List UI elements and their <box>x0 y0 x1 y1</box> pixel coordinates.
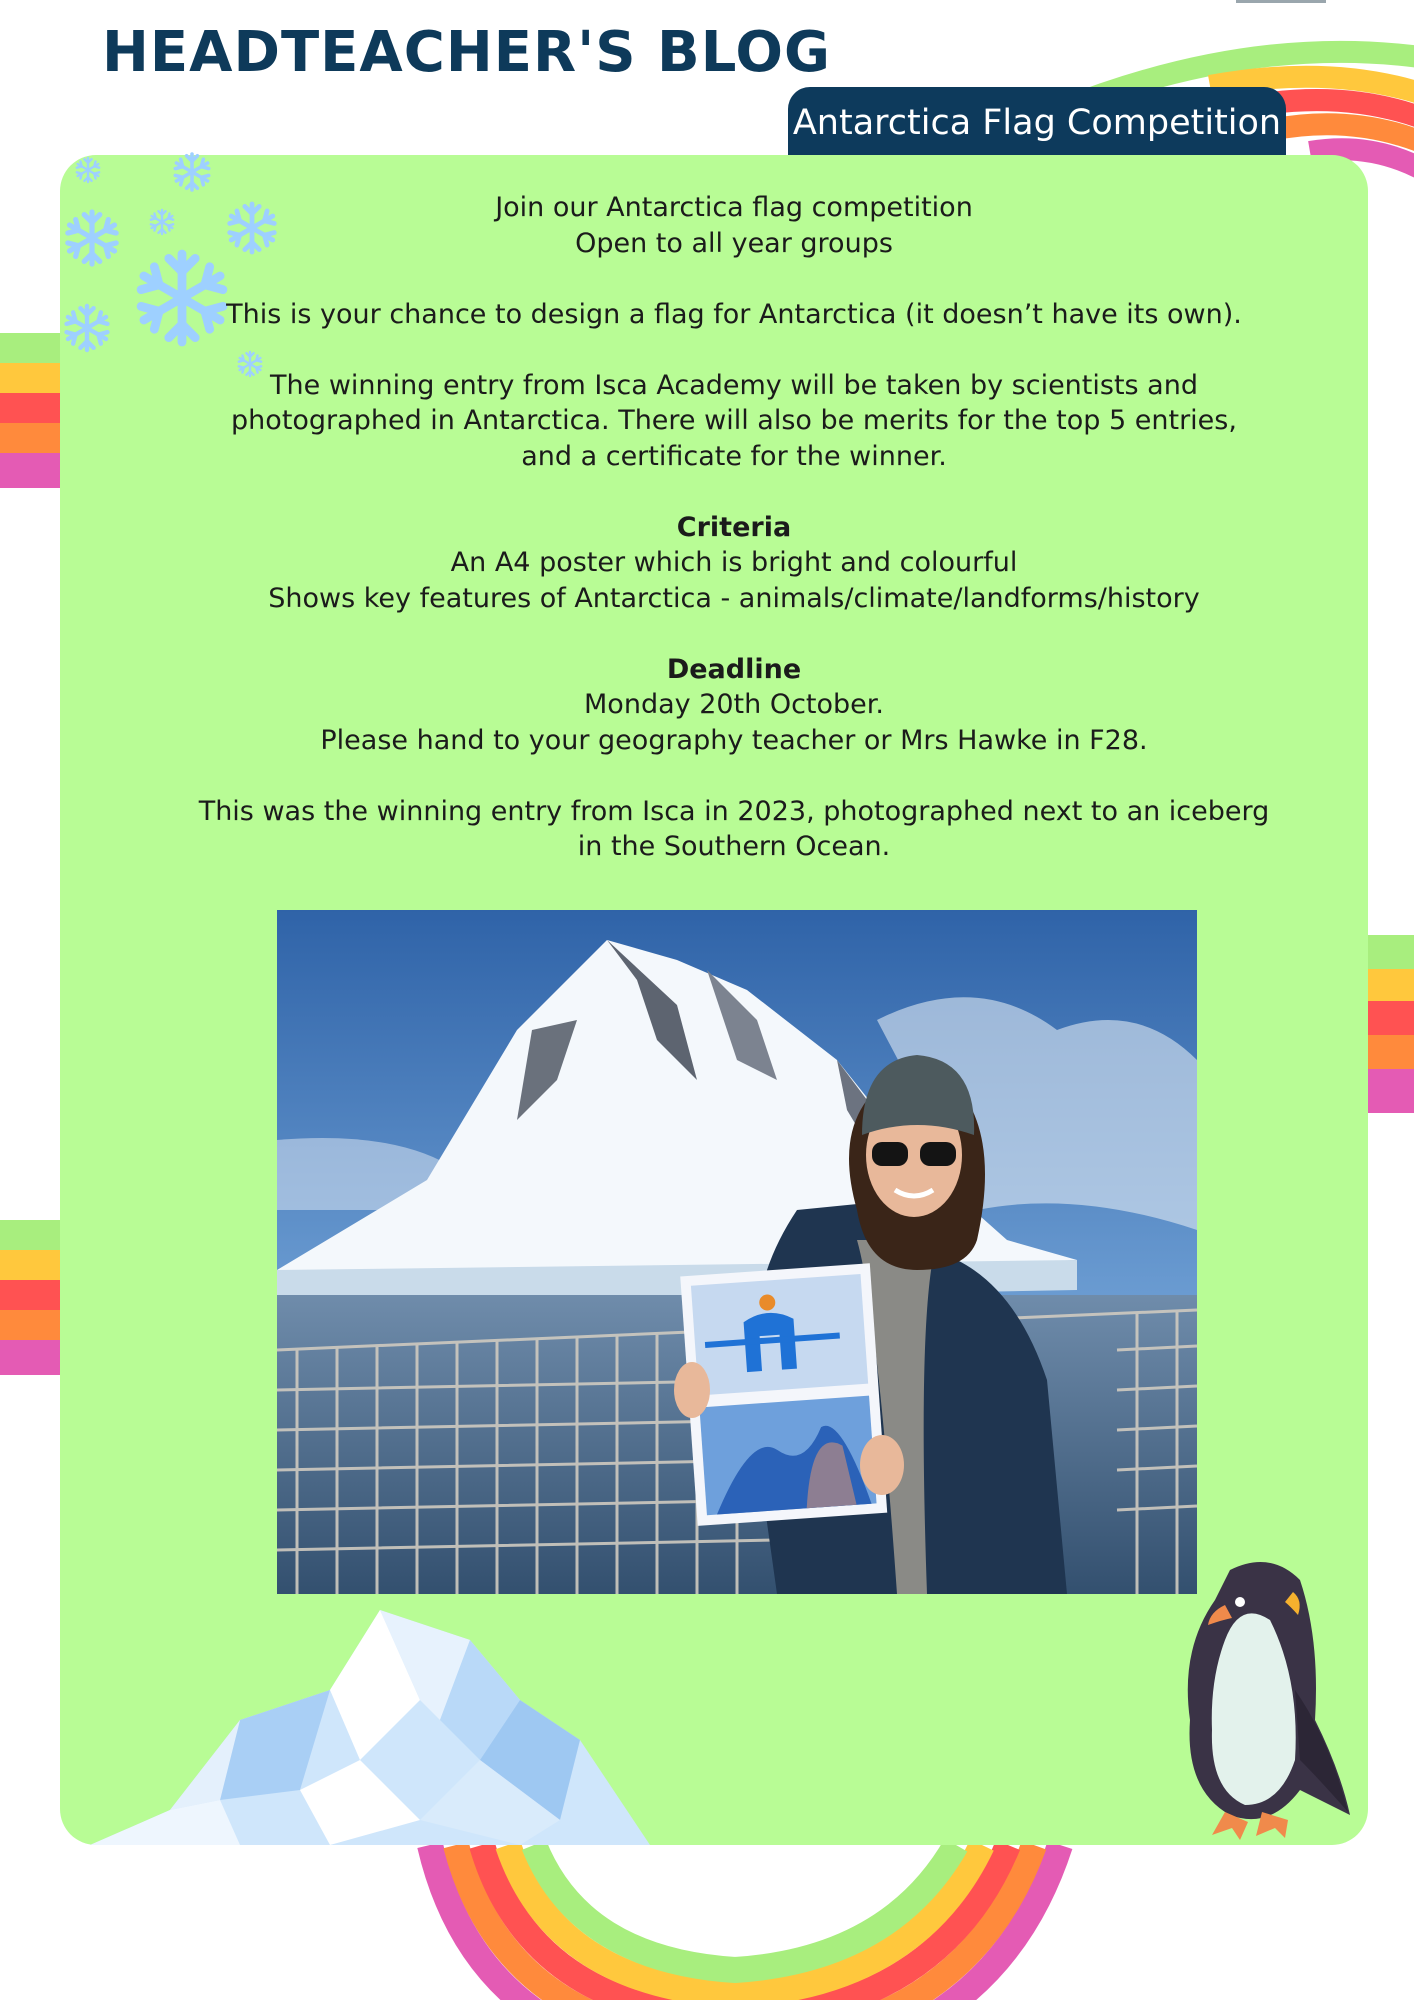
criteria-heading: Criteria <box>676 511 792 543</box>
page-title: HEADTEACHER'S BLOG <box>102 20 831 85</box>
chance-paragraph: This is your chance to design a flag for Antarctica (it doesn’t have its own). <box>226 298 1242 330</box>
prize-line: and a certificate for the winner. <box>521 440 947 472</box>
deadline-date: Monday 20th October. <box>584 689 884 720</box>
section-tab-label: Antarctica Flag Competition <box>788 87 1286 171</box>
deadline-heading: Deadline <box>666 653 802 685</box>
winner-note-line: This was the winning entry from Isca in 2023, photographed next to an iceberg <box>198 795 1270 827</box>
intro-line: Open to all year groups <box>575 227 893 259</box>
winner-note-line: in the Southern Ocean. <box>577 831 891 862</box>
prize-line: photographed in Antarctica. There will also be merits for the top 5 entries, <box>231 405 1237 436</box>
criteria-item: An A4 poster which is bright and colourful <box>450 547 1018 578</box>
criteria-item: Shows key features of Antarctica - animals/climate/landforms/history <box>268 582 1200 614</box>
deadline-instructions: Please hand to your geography teacher or Mrs Hawke in F28. <box>320 724 1148 756</box>
intro-line: Join our Antarctica flag competition <box>495 192 973 223</box>
prize-line: The winning entry from Isca Academy will be taken by scientists and <box>270 369 1198 401</box>
